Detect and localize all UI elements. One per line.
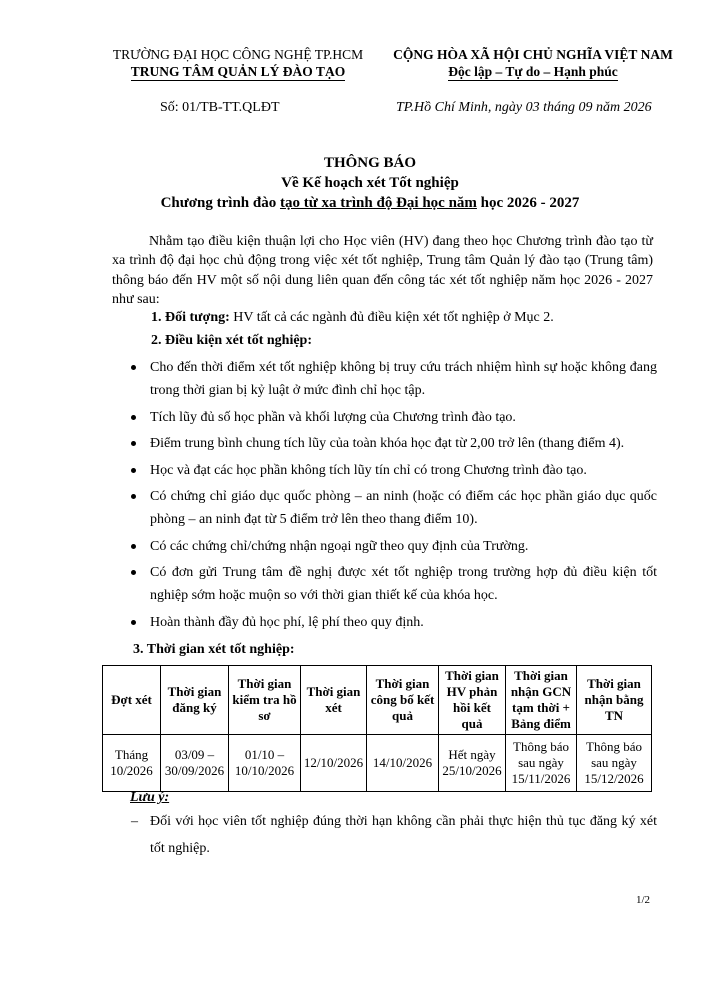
document-date: TP.Hồ Chí Minh, ngày 03 tháng 09 năm 2026: [396, 100, 652, 115]
bullet-icon: [131, 415, 136, 420]
document-title: [100, 153, 640, 213]
section-1-text: HV tất cả các ngành đủ điều kiện xét tốt nghiệp ở Mục 2.: [229, 310, 554, 325]
section-2-heading: [151, 333, 312, 349]
title-line-3-pre: Chương trình đào: [160, 195, 280, 211]
bullet-icon: [131, 570, 136, 575]
national-motto: [378, 46, 688, 81]
title-line-3: [100, 193, 640, 213]
table-header-cell: Thời gian công bố kết quả: [367, 666, 439, 735]
section-1: [151, 310, 554, 326]
list-item-text: Điểm trung bình chung tích lũy của toàn khóa học đạt từ 2,00 trở lên (thang điểm 4).: [150, 436, 625, 451]
note-text: Đối với học viên tốt nghiệp đúng thời hạn không cần phải thực hiện thủ tục đăng ký xét tốt nghiệp.: [150, 814, 657, 856]
section-2-heading-text: 2. Điều kiện xét tốt nghiệp:: [151, 333, 312, 348]
document-number: Số: 01/TB-TT.QLĐT: [160, 100, 280, 115]
list-item-text: Có đơn gửi Trung tâm đề nghị được xét tốt nghiệp trong trường hợp đủ điều kiện tốt nghiệp sớm hoặc muộn so với thời gian thiết kế của khóa học.: [150, 565, 657, 603]
section-3-heading-text: 3. Thời gian xét tốt nghiệp:: [133, 642, 295, 657]
bullet-icon: [131, 544, 136, 549]
table-header-cell: Đợt xét: [103, 666, 161, 735]
table-cell: 12/10/2026: [301, 735, 367, 792]
list-item-text: Có các chứng chỉ/chứng nhận ngoại ngữ theo quy định của Trường.: [150, 538, 529, 554]
table-cell: Tháng 10/2026: [103, 735, 161, 792]
list-item: [112, 561, 657, 607]
list-item: [112, 406, 657, 429]
list-item: [112, 485, 657, 531]
bullet-icon: [131, 468, 136, 473]
page-number: 1/2: [636, 894, 651, 906]
title-line-1: THÔNG BÁO: [323, 155, 417, 171]
note-label: Lưu ý:: [130, 790, 170, 805]
section-3-heading: [133, 642, 295, 658]
table-header-row: [103, 666, 652, 735]
section-1-heading: 1. Đối tượng:: [151, 310, 230, 325]
table-header-cell: Thời gian đăng ký: [161, 666, 229, 735]
note-item: [112, 808, 657, 862]
schedule-table: [102, 665, 652, 792]
center-name: TRUNG TÂM QUẢN LÝ ĐÀO TẠO: [130, 64, 346, 79]
table-cell: Thông báo sau ngày 15/12/2026: [577, 735, 652, 792]
table-row: [103, 735, 652, 792]
table-cell: Thông báo sau ngày 15/11/2026: [506, 735, 577, 792]
list-item-text: Cho đến thời điểm xét tốt nghiệp không bị truy cứu trách nhiệm hình sự hoặc không đang trong thời gian bị kỷ luật ở mức đình chỉ học tập.: [150, 360, 657, 398]
table-cell: 14/10/2026: [367, 735, 439, 792]
table-header-cell: Thời gian xét: [301, 666, 367, 735]
list-item-text: Học và đạt các học phần không tích lũy tín chỉ có trong Chương trình đào tạo.: [150, 462, 587, 478]
nation-name: CỘNG HÒA XÃ HỘI CHỦ NGHĨA VIỆT NAM: [393, 47, 673, 62]
table-cell: 03/09 – 30/09/2026: [161, 735, 229, 792]
motto: Độc lập – Tự do – Hạnh phúc: [448, 64, 618, 79]
list-item: [112, 535, 657, 558]
bullet-icon: [131, 494, 136, 499]
title-line-3-post: học 2026 - 2027: [476, 195, 580, 211]
table-header-cell: Thời gian nhận GCN tạm thời + Bảng điểm: [506, 666, 577, 735]
list-item: [112, 432, 657, 455]
table-header-cell: Thời gian HV phản hồi kết quả: [439, 666, 506, 735]
dash-icon: –: [131, 814, 138, 829]
title-line-3-underlined: tạo từ xa trình độ Đại học năm: [279, 195, 477, 211]
list-item: [112, 356, 657, 402]
bullet-icon: [131, 441, 136, 446]
bullet-icon: [131, 620, 136, 625]
bullet-icon: [131, 365, 136, 370]
list-item-text: Có chứng chỉ giáo dục quốc phòng – an ninh (hoặc có điểm các học phần giáo dục quốc phòng – an ninh đạt từ 5 điểm trở lên theo thang điểm 10).: [150, 489, 657, 527]
list-item-text: Hoàn thành đầy đủ học phí, lệ phí theo quy định.: [150, 614, 424, 630]
list-item: [112, 459, 657, 482]
list-item-text: Tích lũy đủ số học phần và khối lượng của Chương trình đào tạo.: [150, 409, 516, 425]
table-header-cell: Thời gian kiểm tra hồ sơ: [229, 666, 301, 735]
conditions-list: [112, 356, 657, 637]
table-header-cell: Thời gian nhận bằng TN: [577, 666, 652, 735]
title-line-2: Về Kế hoạch xét Tốt nghiệp: [281, 175, 459, 191]
university-name: TRƯỜNG ĐẠI HỌC CÔNG NGHỆ TP.HCM: [112, 47, 364, 62]
table-cell: Hết ngày 25/10/2026: [439, 735, 506, 792]
table-cell: 01/10 – 10/10/2026: [229, 735, 301, 792]
list-item: [112, 611, 657, 634]
intro-paragraph: Nhằm tạo điều kiện thuận lợi cho Học viên (HV) đang theo học Chương trình đào tạo từ xa trình độ đại học chủ động trong việc xét tốt nghiệp, Trung tâm Quản lý đào tạo (Trung tâm) thông báo đến HV một số nội dung liên quan đến công tác xét tốt nghiệp năm học 2026 - 2027 như sau:: [112, 234, 653, 308]
issuing-organization: [103, 46, 373, 81]
